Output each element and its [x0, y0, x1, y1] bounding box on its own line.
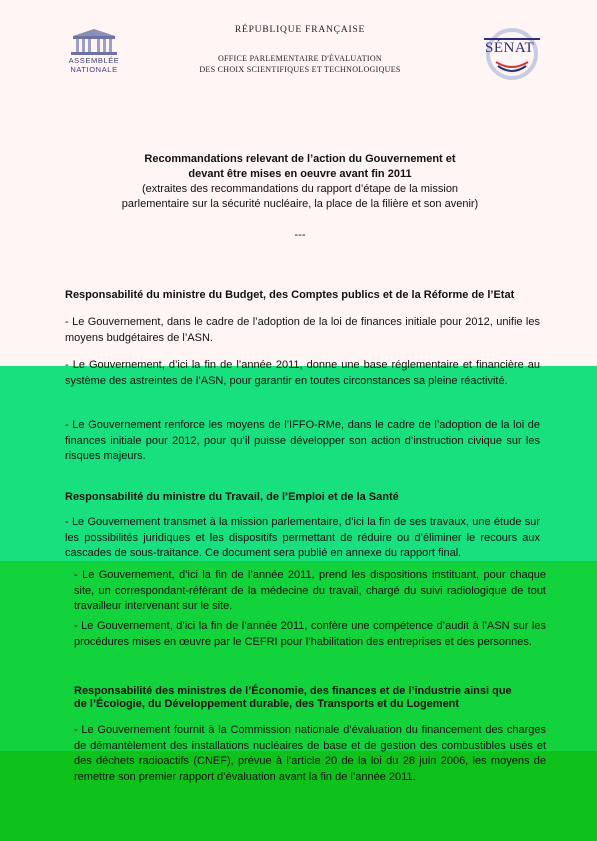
office-line-1: OFFICE PARLEMENTAIRE D'ÉVALUATION: [217, 54, 383, 63]
assemblee-building-icon: [69, 28, 119, 56]
senat-logo: [482, 26, 542, 82]
section-2-heading: Responsabilité du ministre du Travail, de l’Emploi et de la Santé: [65, 491, 399, 503]
section-1-paragraph-2: - Le Gouvernement, d’ici la fin de l’année 2011, donne une base réglementaire et financière au système des astreintes de l’ASN, pour garantir en toutes circonstances sa pleine réactivité.: [65, 359, 540, 387]
title-line-2: devant être mises en oeuvre avant fin 2011: [188, 168, 412, 180]
republique-francaise: RÉPUBLIQUE FRANÇAISE: [234, 25, 366, 35]
assemblee-logo-line1: ASSEMBLÉE: [68, 56, 120, 65]
senat-logo-text: SÉNAT: [485, 40, 535, 56]
office-line-2: DES CHOIX SCIENTIFIQUES ET TECHNOLOGIQUES: [199, 65, 401, 74]
title-line-4: parlementaire sur la sécurité nucléaire, la place de la filière et son avenir): [121, 198, 479, 210]
section-1-paragraph-3: - Le Gouvernement renforce les moyens de l’IFFO-RMe, dans le cadre de l’adoption de la loi de finances initiale pour 2012, pour qu’il puisse développer son action d’instruction civique sur les risques majeurs.: [65, 419, 540, 462]
title-line-3: (extraites des recommandations du rapport d’étape de la mission: [141, 183, 459, 195]
assemblee-nationale-logo: [66, 28, 122, 74]
assemblee-logo-line2: NATIONALE: [70, 65, 118, 74]
section-2-paragraph-1: - Le Gouvernement transmet à la mission parlementaire, d’ici la fin de ses travaux, une étude sur les possibilités juridiques et les dispositifs permettant de réduire ou d’éliminer le recours aux cascades de sous-traitance. Ce document sera publié en annexe du rapport final.: [65, 516, 540, 559]
section-2-paragraph-2: - Le Gouvernement, d’ici la fin de l’année 2011, prend les dispositions instituant, pour chaque site, un correspondant-référant de la médecine du travail, chargé du suivi radiologique de tout travailleur intervenant sur le site.: [74, 569, 546, 612]
section-3-paragraph-1: - Le Gouvernement fournit à la Commission nationale d’évaluation du financement des charges de démantèlement des installations nucléaires de base et de gestion des combustibles usés et des déchets radioactifs (CNEF), prévue à l’article 20 de la loi du 28 juin 2006, les moyens de remettre son premier rapport d’évaluation avant la fin de l’année 2011.: [74, 724, 546, 783]
section-3-heading-line-2: de l’Écologie, du Développement durable, des Transports et du Logement: [74, 698, 460, 710]
section-3-heading-line-1: Responsabilité des ministres de l’Économie, des finances et de l’industrie ainsi que: [74, 685, 512, 697]
section-1-heading: Responsabilité du ministre du Budget, des Comptes publics et de la Réforme de l’Etat: [65, 289, 515, 301]
title-separator: ---: [294, 229, 306, 241]
title-line-1: Recommandations relevant de l’action du Gouvernement et: [144, 153, 456, 165]
section-1-paragraph-1: - Le Gouvernement, dans le cadre de l’adoption de la loi de finances initiale pour 2012, unifie les moyens budgétaires de l’ASN.: [65, 316, 540, 344]
section-2-paragraph-3: - Le Gouvernement, d’ici la fin de l’année 2011, confère une compétence d’audit à l’ASN sur les procédures mises en œuvre par le CEFRI pour l’habilitation des entreprises et des personnes.: [74, 620, 546, 648]
